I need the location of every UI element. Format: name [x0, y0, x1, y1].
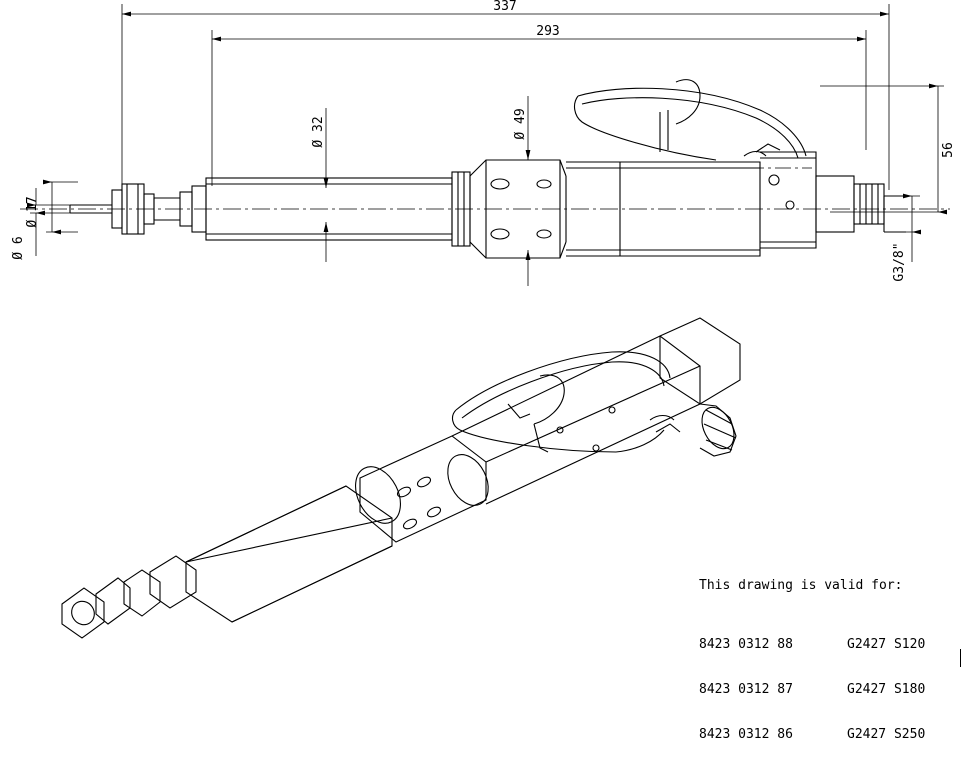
dim-body-diameter: Ø 32 — [311, 116, 326, 148]
valid-for-block — [699, 548, 967, 757]
dim-head-height: 56 — [941, 142, 956, 158]
part-number: 8423 0312 87 — [699, 682, 793, 697]
dim-collar-diameter: Ø 49 — [513, 108, 528, 140]
valid-for-row — [699, 727, 967, 742]
part-number: 8423 0312 88 — [699, 637, 793, 652]
top-view-outline — [70, 80, 906, 258]
dim-air-inlet-thread: G3/8" — [892, 242, 907, 282]
valid-for-row — [699, 682, 967, 697]
valid-for-row — [699, 637, 967, 652]
border-corner-mark — [960, 649, 969, 667]
valid-for-heading: This drawing is valid for: — [699, 578, 903, 593]
dim-tip-diameter: Ø 6 — [11, 236, 26, 260]
dim-overall-length: 337 — [493, 0, 517, 14]
dim-spindle-diameter: Ø 17 — [25, 196, 40, 228]
isometric-view — [62, 318, 740, 638]
dim-body-length: 293 — [536, 24, 560, 39]
dimension-lines — [30, 4, 944, 286]
model-number: G2427 S120 — [847, 637, 926, 652]
part-number: 8423 0312 86 — [699, 727, 793, 742]
model-number: G2427 S250 — [847, 727, 926, 742]
model-number: G2427 S180 — [847, 682, 926, 697]
